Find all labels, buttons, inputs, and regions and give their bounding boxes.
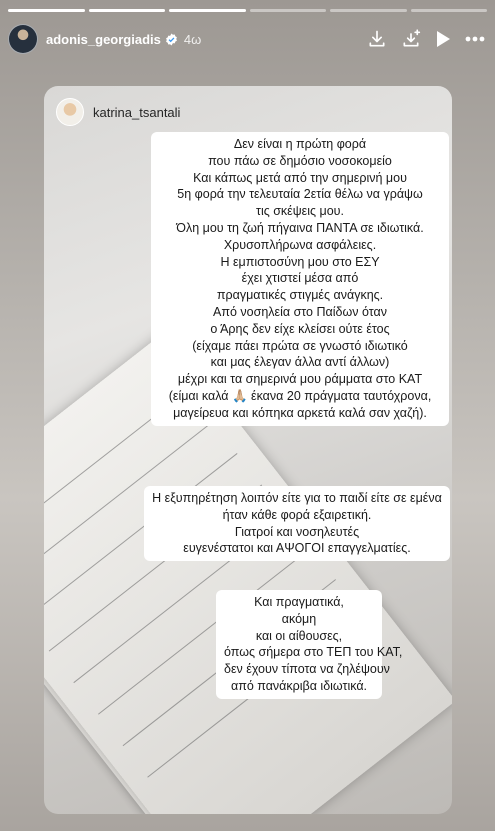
progress-segment xyxy=(330,9,407,12)
more-icon[interactable] xyxy=(465,36,485,42)
text-line: Χρυσοπλήρωνα ασφάλειες. xyxy=(223,237,377,252)
add-to-story-icon[interactable] xyxy=(401,29,421,49)
play-icon[interactable] xyxy=(435,30,451,48)
text-line: Από νοσηλεία στο Παίδων όταν xyxy=(213,304,387,319)
text-line: όπως σήμερα στο ΤΕΠ του ΚΑΤ, xyxy=(224,645,403,660)
text-line: μέχρι και τα σημερινά μου ράμματα στο ΚΑΤ xyxy=(177,372,423,387)
text-line: από πανάκριβα ιδιωτικά. xyxy=(230,678,368,693)
text-line: και μας έλεγαν άλλα αντί άλλων) xyxy=(210,355,390,370)
text-line: Και πραγματικά, xyxy=(254,595,344,609)
text-line: ο Άρης δεν είχε κλείσει ούτε έτος xyxy=(210,321,390,336)
progress-segment xyxy=(89,9,166,12)
text-block-1 xyxy=(151,132,449,426)
progress-segment xyxy=(250,9,327,12)
text-line: Η εμπιστοσύνη μου στο ΕΣΥ xyxy=(220,254,380,269)
text-line: Και κάπως μετά από την σημερινή μου xyxy=(193,170,407,185)
text-line: και οι αίθουσες, xyxy=(255,628,343,643)
story-progress-bar xyxy=(8,9,487,12)
progress-segment-current xyxy=(169,9,246,12)
text-block-2 xyxy=(144,486,450,561)
text-line: Γιατροί και νοσηλευτές xyxy=(234,524,360,539)
story-username[interactable]: adonis_georgiadis xyxy=(46,31,161,47)
progress-segment xyxy=(8,9,85,12)
story-time: 4ω xyxy=(183,31,202,47)
text-line: έχει χτιστεί μέσα από xyxy=(241,271,359,286)
text-line: Δεν είναι η πρώτη φορά xyxy=(233,137,367,151)
text-line: ακόμη xyxy=(281,611,317,626)
text-line: 5η φορά την τελευταία 2ετία θέλω να γράψω xyxy=(177,187,423,202)
text-line: Η εξυπηρέτηση λοιπόν είτε για το παιδί είτε σε εμένα xyxy=(152,491,442,505)
card-header[interactable] xyxy=(56,98,180,126)
text-line: ήταν κάθε φορά εξαιρετική. xyxy=(222,507,372,522)
download-icon[interactable] xyxy=(367,29,387,49)
text-line: μαγείρευα και κόπηκα αρκετά καλά σαν χαζή). xyxy=(173,405,427,420)
story-header xyxy=(8,22,485,56)
text-line: τις σκέψεις μου. xyxy=(256,204,344,219)
text-line: Όλη μου τη ζωή πήγαινα ΠΑΝΤΑ σε ιδιωτικά. xyxy=(176,220,424,235)
text-line: ευγενέστατοι και ΑΨΟΓΟΙ επαγγελματίες. xyxy=(183,541,411,556)
text-line: (είχαμε πάει πρώτα σε γνωστό ιδιωτικό xyxy=(192,338,408,353)
text-line: πραγματικές στιγμές ανάγκης. xyxy=(216,288,384,303)
card-avatar[interactable] xyxy=(56,98,84,126)
verified-badge-icon xyxy=(165,33,178,46)
card-username[interactable]: katrina_tsantali xyxy=(93,104,181,120)
text-line: (είμαι καλά 🙏🏼 έκανα 20 πράγματα ταυτόχρονα, xyxy=(168,388,432,403)
avatar[interactable] xyxy=(8,24,38,54)
text-block-3 xyxy=(216,590,403,699)
text-line: που πάω σε δημόσιο νοσοκομείο xyxy=(208,153,392,168)
progress-segment xyxy=(411,9,488,12)
text-line: δεν έχουν τίποτα να ζηλέψουν xyxy=(224,662,390,677)
